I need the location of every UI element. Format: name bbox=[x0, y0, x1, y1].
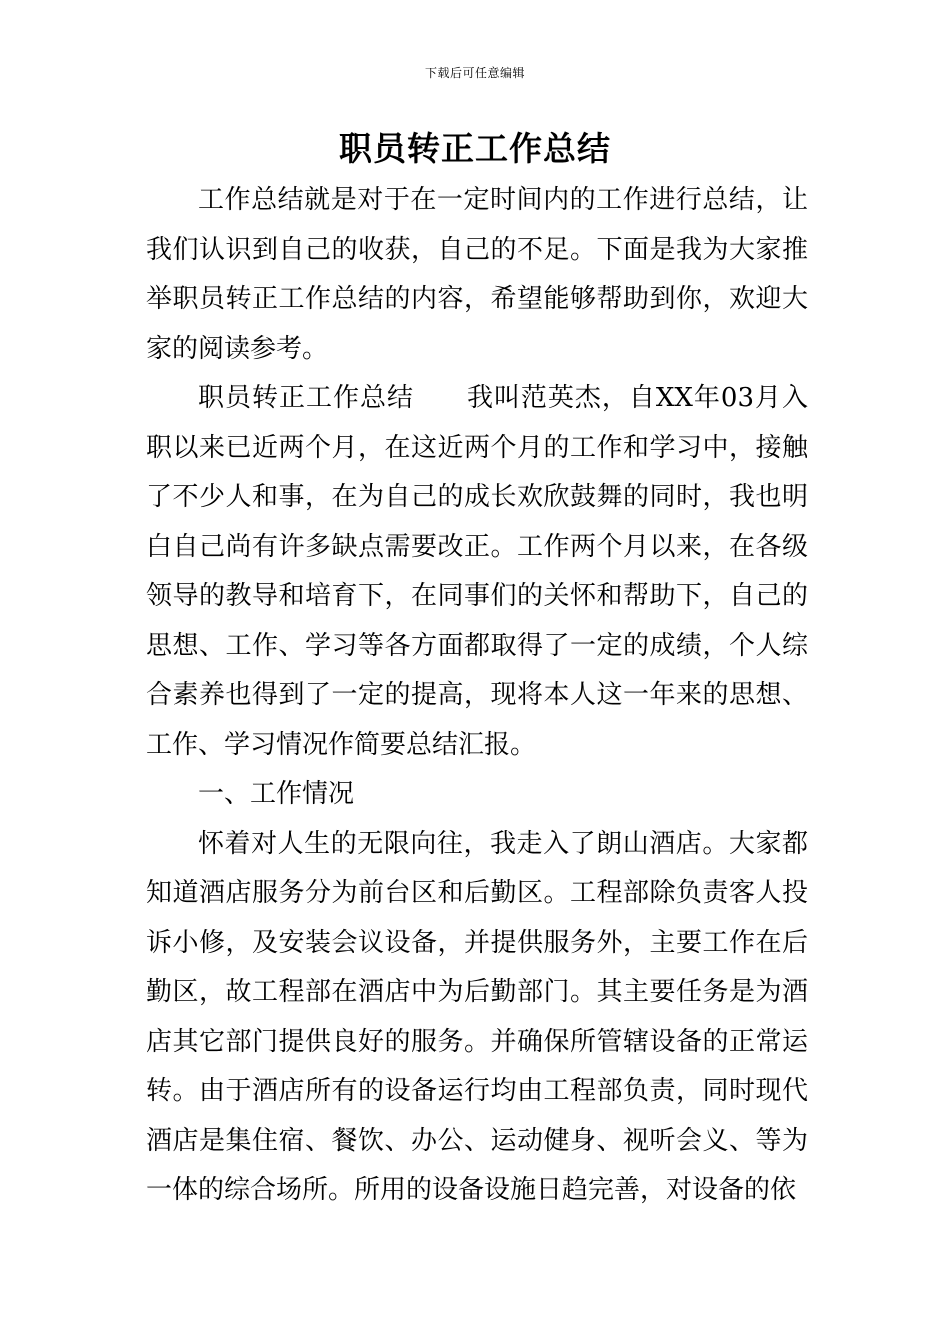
header-note: 下载后可任意编辑 bbox=[424, 66, 525, 80]
opening-text: 我叫范英杰，自XX年03月入职以来已近两个月，在这近两个月的工作和学习中，接触了不少人和事，在为自己的成长欢欣鼓舞的同时，我也明白自己尚有许多缺点需要改正。工作两个月以来，在各级领导的教导和培育下，在同事们的关怀和帮助下，自己的思想、工作、学习等各方面都取得了一定的成绩，个人综合素养也得到了一定的提高，现将本人这一年来的思想、工作、学习情况作简要总结汇报。 bbox=[146, 383, 808, 760]
inline-article-title: 职员转正工作总结 bbox=[198, 383, 414, 413]
intro-paragraph: 工作总结就是对于在一定时间内的工作进行总结，让我们认识到自己的收获，自己的不足。下面是我为大家推举职员转正工作总结的内容，希望能够帮助到你，欢迎大家的阅读参考。 bbox=[146, 185, 808, 364]
document-body bbox=[146, 176, 808, 1216]
section-paragraph: 怀着对人生的无限向往，我走入了朗山酒店。大家都知道酒店服务分为前台区和后勤区。工程部除负责客人投诉小修，及安装会议设备，并提供服务外，主要工作在后勤区，故工程部在酒店中为后勤部门。其主要任务是为酒店其它部门提供良好的服务。并确保所管辖设备的正常运转。由于酒店所有的设备运行均由工程部负责，同时现代酒店是集住宿、餐饮、办公、运动健身、视听会义、等为一体的综合场所。所用的设备设施日趋完善，对设备的依 bbox=[146, 828, 808, 1205]
opening-paragraph bbox=[146, 374, 808, 770]
document-title: 职员转正工作总结 bbox=[339, 129, 611, 168]
section-heading: 一、工作情况 bbox=[198, 779, 355, 809]
